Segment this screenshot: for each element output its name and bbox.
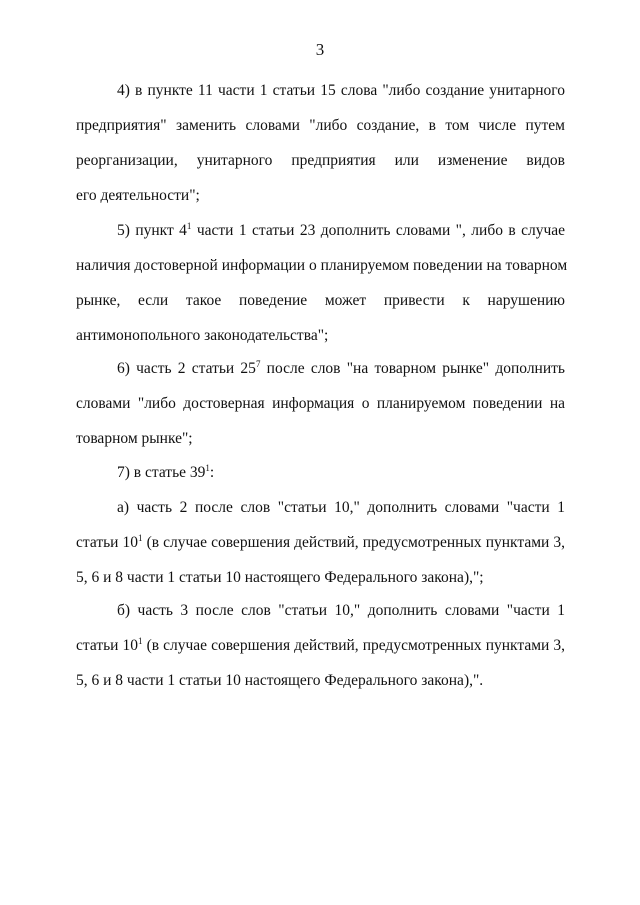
subitem-b-line-2: [76, 635, 565, 657]
subitem-b-superscript: 1: [138, 636, 143, 646]
paragraph-5-line-4: антимонопольного законодательства";: [76, 327, 329, 344]
paragraph-4-line-1: 4) в пункте 11 части 1 статьи 15 слова "либо создание унитарного: [117, 82, 565, 99]
paragraph-6-text-start: 6) часть 2 статьи 25: [117, 360, 256, 377]
paragraph-7-text-start: 7) в статье 39: [117, 464, 206, 481]
subitem-b-text-start: статьи 10: [76, 637, 139, 654]
subitem-a-text-start: статьи 10: [76, 534, 139, 551]
subitem-a-superscript: 1: [138, 533, 143, 543]
subitem-b-line-3: 5, 6 и 8 части 1 статьи 10 настоящего Федерального закона),".: [76, 672, 484, 689]
paragraph-5-line-2: наличия достоверной информации о планируемом поведении на товарном: [76, 257, 568, 274]
paragraph-5-text-start: 5) пункт 4: [117, 222, 187, 239]
paragraph-5-line-1: [117, 220, 565, 242]
page-number: 3: [315, 40, 325, 59]
paragraph-6-line-2: словами "либо достоверная информация о планируемом поведении на: [76, 395, 565, 412]
paragraph-4-line-2: предприятия" заменить словами "либо создание, в том числе путем: [76, 117, 565, 134]
subitem-a-line-2: [76, 532, 565, 554]
subitem-b-text-end: (в случае совершения действий, предусмотренных пунктами 3,: [142, 637, 565, 654]
paragraph-7-text-end: :: [209, 464, 215, 481]
paragraph-5-line-3: рынке, если такое поведение может привести к нарушению: [76, 292, 565, 309]
paragraph-5-text-end: части 1 статьи 23 дополнить словами ", либо в случае: [191, 222, 566, 239]
paragraph-6-superscript: 7: [255, 359, 261, 369]
paragraph-7-superscript: 1: [205, 463, 210, 473]
paragraph-6-line-3: товарном рынке";: [76, 430, 193, 447]
paragraph-5-superscript: 1: [186, 221, 192, 231]
paragraph-4-line-4: его деятельности";: [76, 187, 200, 204]
paragraph-4-line-3: реорганизации, унитарного предприятия или изменение видов: [76, 152, 565, 169]
paragraph-7-line-1: [117, 462, 565, 484]
paragraph-6-line-1: [117, 358, 565, 380]
subitem-b-line-1: б) часть 3 после слов "статьи 10," дополнить словами "части 1: [117, 602, 565, 619]
subitem-a-text-end: (в случае совершения действий, предусмотренных пунктами 3,: [142, 534, 565, 551]
paragraph-6-text-end: после слов "на товарном рынке" дополнить: [260, 360, 565, 377]
subitem-a-line-3: 5, 6 и 8 части 1 статьи 10 настоящего Федерального закона),";: [76, 569, 484, 586]
subitem-a-line-1: а) часть 2 после слов "статьи 10," дополнить словами "части 1: [117, 499, 565, 516]
